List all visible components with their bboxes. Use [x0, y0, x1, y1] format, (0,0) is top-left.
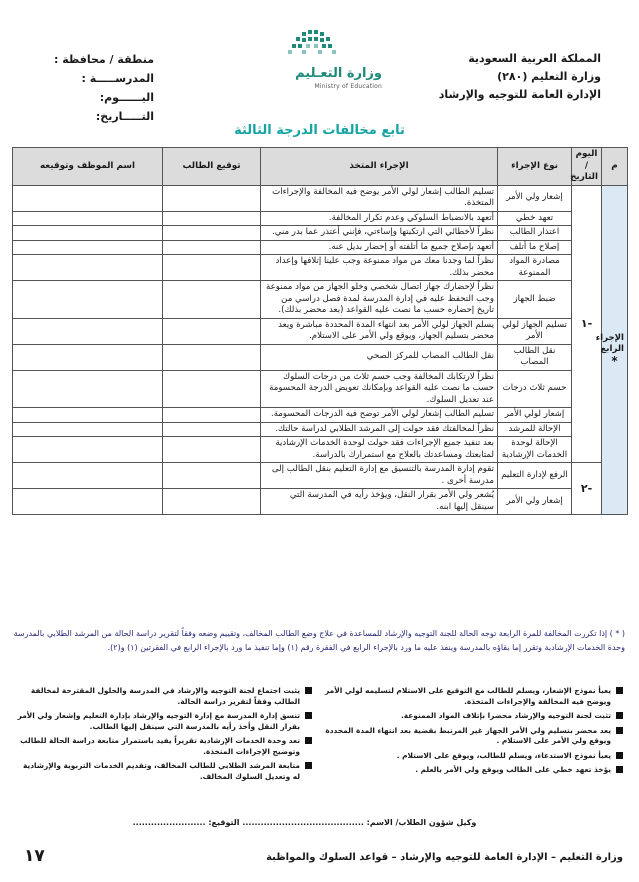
action-type: تسليم الجهاز لولي الأمر: [498, 318, 572, 344]
list-item: يعبأ نموذج الإشعار، ويسلم للطالب مع التوقيع على الاستلام لتسليمه لولي الأمر ويوضح فيه المخالفة والإجراءات المتخذة.: [323, 686, 623, 707]
student-signature-cell[interactable]: [163, 344, 261, 370]
action-text: تقوم إدارة المدرسة بالتنسيق مع إدارة التعليم بنقل الطالب إلى مدرسة أخرى .: [261, 463, 498, 489]
action-type: نقل الطالب المصاب: [498, 344, 572, 370]
list-item: تثبت لجنة التوجيه والإرشاد محضرا بإتلاف المواد الممنوعة.: [323, 711, 623, 722]
student-signature-cell[interactable]: [163, 185, 261, 211]
staff-signature-cell[interactable]: [13, 422, 163, 437]
page-title: تابع مخالفات الدرجة الثالثة: [234, 123, 405, 138]
action-text: نظراً لمخالفتك فقد حولت إلى المرشد الطلابي لدراسة حالتك.: [261, 422, 498, 437]
staff-signature-cell[interactable]: [13, 408, 163, 423]
student-signature-cell[interactable]: [163, 240, 261, 255]
staff-signature-cell[interactable]: [13, 255, 163, 281]
degree-label: الإجراء الرابع: [595, 332, 624, 354]
col-header-action: الإجراء المتخذ: [261, 148, 498, 186]
student-signature-cell[interactable]: [163, 408, 261, 423]
col-header-type: نوع الإجراء: [498, 148, 572, 186]
day-cell: -١: [572, 185, 602, 463]
action-type: الإحالة لوحدة الخدمات الإرشادية: [498, 437, 572, 463]
action-type: الإحالة للمرشد: [498, 422, 572, 437]
logo-dots-icon: [262, 28, 382, 68]
student-signature-cell[interactable]: [163, 437, 261, 463]
student-signature-cell[interactable]: [163, 422, 261, 437]
student-signature-cell[interactable]: [163, 281, 261, 319]
logo-arabic-text: وزارة التعـليم: [295, 66, 382, 81]
footnote: ( * ) إذا تكررت المخالفة للمرة الرابعة توجه الحالة للجنة التوجيه والإرشاد للمساعدة في علاج وضع الطالب المخالف، وتقييم وضعه وفقاً لتقرير دراسة الحالة من المرشد الطلابي بالمدرسة وحدة الخدمات الإرشادية وتقرر إما بقاؤه بالمدرسة وينفذ عليه ما ورد بالإجراء الرابع في الفقرة رقم (١) وإما تنفيذ ما ورد بالإجراء الرابع في الفقرتين (١) و(٢).: [13, 629, 625, 652]
staff-signature-cell[interactable]: [13, 489, 163, 515]
student-signature-cell[interactable]: [163, 489, 261, 515]
student-signature-cell[interactable]: [163, 226, 261, 241]
col-header-staff-signature: اسم الموظف وتوقيعه: [13, 148, 163, 186]
action-text: يُشعر ولي الأمر بقرار النقل، ويؤخذ رأيه في المدرسة التي سينقل إليها ابنه.: [261, 489, 498, 515]
page-footer: [22, 846, 623, 866]
page-number: ١٧: [24, 846, 45, 866]
staff-signature-cell[interactable]: [13, 370, 163, 408]
footer-text: وزارة التعليم – الإدارة العامة للتوجيه والإرشاد – قواعد السلوك والمواظبة: [266, 852, 623, 863]
action-type: ضبط الجهاز: [498, 281, 572, 319]
action-text: أتعهد بإصلاح جميع ما أتلفته أو إحضار بديل عنه.: [261, 240, 498, 255]
degree-cell: [595, 185, 628, 515]
staff-signature-cell[interactable]: [13, 318, 163, 344]
ministry-logo: [262, 28, 382, 96]
action-text: تسليم الطالب إشعار لولي الأمر توضح فيه الدرجات المحسومة.: [261, 408, 498, 423]
header-line: وزارة التعليم (٢٨٠): [497, 70, 601, 83]
action-type: حسم ثلاث درجات: [498, 370, 572, 408]
action-text: نظراً لارتكابك المخالفة وجب حسم ثلاث من درجات السلوك حسب ما نصت عليه القواعد وبإمكانك تعويض الدرجة المحسومة عند تعديل السلوك.: [261, 370, 498, 408]
student-signature-cell[interactable]: [163, 318, 261, 344]
table-row: [13, 255, 628, 281]
table-header-row: [13, 148, 628, 186]
action-type: مصادرة المواد الممنوعة: [498, 255, 572, 281]
staff-signature-cell[interactable]: [13, 437, 163, 463]
school-info: [34, 50, 154, 126]
table-row: [13, 211, 628, 226]
student-signature-cell[interactable]: [163, 370, 261, 408]
asterisk-mark: *: [611, 353, 618, 368]
action-text: بعد تنفيذ جميع الإجراءات فقد حولت لوحدة الخدمات الإرشادية لمتابعتك ومساعدتك بالعلاج مع استمرارك بالدراسة.: [261, 437, 498, 463]
vice-principal-signature-line: وكيل شؤون الطلاب/ الاسم: ........................................ التوقيع: ........................: [132, 818, 477, 827]
action-text: تسليم الطالب إشعار لولي الأمر يوضح فيه المخالفة والإجراءات المتخذة.: [261, 185, 498, 211]
list-item: تنسق إدارة المدرسة مع إدارة التوجيه والإرشاد بإدارة التعليم وإشعار ولي الأمر بقرار النقل وأخذ رأيه بالمدرسة التي سينقل إليها الطالب.: [14, 711, 312, 732]
list-item: تعد وحدة الخدمات الإرشادية تقريراً يفيد باستمرار متابعة دراسة الحالة للطالب وتوضيح الإجراءات المتخذة.: [14, 736, 312, 757]
table-row: [13, 226, 628, 241]
list-item: يعبأ نموذج الاستدعاء، ويسلم للطالب، ويوقع على الاستلام .: [323, 751, 623, 762]
table-row: [13, 422, 628, 437]
bullet-list-right: [323, 686, 623, 780]
violations-table: [12, 147, 628, 515]
list-item: يثبت اجتماع لجنة التوجيه والإرشاد في المدرسة والحلول المقترحة لمخالفة الطالب وفقاً لتقرير دراسة الحالة.: [14, 686, 312, 707]
col-header-date: اليوم / التاريخ: [572, 148, 602, 186]
staff-signature-cell[interactable]: [13, 226, 163, 241]
student-signature-cell[interactable]: [163, 255, 261, 281]
table-row: [13, 344, 628, 370]
bullet-list-left: [14, 686, 312, 786]
header-line: الإدارة العامة للتوجيه والإرشاد: [438, 88, 601, 101]
school-info-line: المدرســـــة :: [81, 72, 154, 85]
staff-signature-cell[interactable]: [13, 344, 163, 370]
staff-signature-cell[interactable]: [13, 185, 163, 211]
table-row: [13, 281, 628, 319]
action-type: إصلاح ما أتلف: [498, 240, 572, 255]
table-row: [13, 185, 628, 211]
action-text: نظراً لما وجدنا معك من مواد ممنوعة وجب علينا إتلافها وإعداد محضر بذلك.: [261, 255, 498, 281]
list-item: متابعة المرشد الطلابي للطالب المخالف، وتقديم الخدمات التربوية والإرشادية له وتعديل السلوك المخالف.: [14, 761, 312, 782]
logo-english-text: Ministry of Education: [314, 83, 382, 90]
action-type: اعتذار الطالب: [498, 226, 572, 241]
table-row: [13, 240, 628, 255]
table-row: [13, 370, 628, 408]
action-text: نقل الطالب المصاب للمركز الصحي: [261, 344, 498, 370]
action-type: تعهد خطي: [498, 211, 572, 226]
ministry-header: [391, 50, 601, 104]
header-line: المملكة العربية السعودية: [468, 52, 601, 65]
school-info-line: التـــــاريخ:: [95, 110, 154, 123]
student-signature-cell[interactable]: [163, 463, 261, 489]
table-row: [13, 408, 628, 423]
action-text: نظراً لأخطائي التي ارتكبتها وإساءتي، فإنني أعتذر عما بدر مني.: [261, 226, 498, 241]
action-type: إشعار لولي الأمر: [498, 408, 572, 423]
day-cell: -٢: [572, 463, 602, 515]
list-item: يؤخذ تعهد خطي على الطالب ويوقع ولي الأمر بالعلم .: [323, 765, 623, 776]
action-text: يسلم الجهاز لولي الأمر بعد انتهاء المدة المحددة مباشرة ويعد محضر بتسليم الجهاز، ويوقع ولي الأمر على الاستلام.: [261, 318, 498, 344]
table-row: [13, 489, 628, 515]
action-text: أتعهد بالانضباط السلوكي وعدم تكرار المخالفة.: [261, 211, 498, 226]
staff-signature-cell[interactable]: [13, 281, 163, 319]
school-info-line: اليــــــوم:: [99, 91, 154, 104]
action-type: إشعار ولي الأمر: [498, 489, 572, 515]
list-item: يعد محضر بتسليم ولي الأمر الجهاز غير المرتبط بقضية بعد انتهاء المدة المحددة ويوقع ولي الأمر على الاستلام .: [323, 726, 623, 747]
school-info-line: منطقة / محافظة :: [54, 53, 154, 66]
action-type: إشعار ولي الأمر: [498, 185, 572, 211]
table-row: [13, 318, 628, 344]
col-header-number: م: [602, 148, 628, 186]
action-text: نظراً لإحضارك جهاز اتصال شخصي وخلو الجهاز من مواد ممنوعة وجب التحفظ عليه في إدارة المدرسة لمدة فصل دراسي من تاريخ إحضاره حسب ما نصت عليه القواعد (بعد محضر بذلك).: [261, 281, 498, 319]
student-signature-cell[interactable]: [163, 211, 261, 226]
staff-signature-cell[interactable]: [13, 463, 163, 489]
table-row: [13, 437, 628, 463]
staff-signature-cell[interactable]: [13, 211, 163, 226]
col-header-student-signature: توقيع الطالب: [163, 148, 261, 186]
table-row: [13, 463, 628, 489]
action-type: الرفع لإدارة التعليم: [498, 463, 572, 489]
staff-signature-cell[interactable]: [13, 240, 163, 255]
